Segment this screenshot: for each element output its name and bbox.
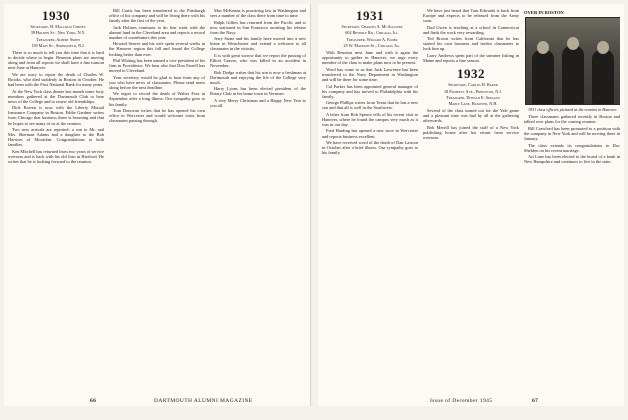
left-column-1 bbox=[8, 8, 104, 390]
person-figure bbox=[562, 46, 584, 104]
class-year-heading-2: 1932 bbox=[457, 66, 485, 82]
paragraph: Mac McKenna is practicing law in Washington and sees a number of the class there from time to time. bbox=[210, 8, 306, 19]
paragraph: We are sorry to report the death of Charles W. Brooks, who died suddenly in Boston in October. He had been with the First National Bank for many years. bbox=[8, 71, 104, 88]
person-figure bbox=[532, 50, 554, 104]
paragraph: Jerry Stone and his family have moved into a new home in Westchester and extend a welcome to all classmates in the vicinity. bbox=[210, 36, 306, 52]
paragraph: Phil Whiting has been named a vice president of his firm in Providence. We hear also that Don Farrell has moved to Cleveland. bbox=[109, 58, 205, 74]
left-page bbox=[4, 4, 311, 406]
paragraph: George Phillips writes from Texas that he has a new son and that all is well in the Southwest. bbox=[322, 100, 418, 111]
paragraph: Bill Curtis has been transferred to the Pittsburgh office of his company and will be living there with his family after the first of the year. bbox=[109, 8, 205, 24]
photo-headline: OVER IN BOSTON bbox=[524, 10, 564, 15]
left-column-3 bbox=[210, 8, 306, 390]
page-number: 67 bbox=[532, 398, 539, 404]
class-year-heading: 1931 bbox=[356, 8, 384, 23]
class-year-heading: 1930 bbox=[42, 8, 70, 23]
running-footer: Issue of December 1945 bbox=[430, 398, 493, 404]
paragraph: Howard Seaver and his wife spent several weeks in the Hanover region this fall and found the College looking better than ever. bbox=[109, 41, 205, 57]
secretary-line: Secretary, Carlos H. Baker bbox=[448, 82, 498, 88]
paragraph: With Reunion next June and with it again the opportunity to gather in Hanover, we urge every member of the class to make plans now to be present. bbox=[322, 50, 418, 66]
secretary-line: Secretary, H. Malcolm Cheney bbox=[30, 24, 86, 29]
treasurer-line: Treasurer, Albert Smith bbox=[36, 36, 80, 42]
person-head bbox=[537, 41, 549, 54]
paragraph: The class extends its congratulations to Doc Sheldon on his recent marriage. bbox=[524, 142, 620, 153]
paragraph: Ken Mitchell has returned from two years of service overseas and is back with his old firm in Hartford. He writes that he is looking forward to the reunion. bbox=[8, 148, 104, 164]
paragraph: Bob Dodge writes that his son is now a freshman at Dartmouth and enjoying the life of the College very much. bbox=[210, 69, 306, 85]
paragraph: Bill Crawford has been promoted to a position with the company in New York and will be moving there in January. bbox=[524, 125, 620, 142]
paragraph: At the New York class dinner last month some forty members gathered at the Dartmouth Club to hear news of the College and to renew old friendships. bbox=[8, 88, 104, 104]
secretary-address: 602 Beverly Rd., Chicago, Ill. bbox=[345, 30, 399, 36]
paragraph: Your secretary would be glad to hear from any of you who have news of classmates. Please send notes along before the next deadline. bbox=[109, 74, 205, 90]
paragraph: We have received word of the death of Dan Lawton in October after a brief illness. Our sympathy goes to his family. bbox=[322, 140, 418, 156]
paragraph: Art Lane has been elected to the board of a bank in New Hampshire and continues to live in the state. bbox=[524, 154, 620, 165]
class-photo bbox=[525, 17, 620, 105]
secretary-line: Secretary, Charles A. McAllister bbox=[341, 24, 403, 29]
paragraph: Jack Holmes continues to do fine work with the alumni fund in the Cleveland area and reports a record number of contributors this year. bbox=[109, 24, 205, 40]
right-page bbox=[318, 4, 624, 406]
paragraph: A letter from Bob Spence tells of his recent visit to Hanover, where he found the campus very much as it was in our day. bbox=[322, 111, 418, 127]
paragraph: Larry Andrews spent part of the summer fishing in Maine and reports a fine season. bbox=[423, 52, 519, 64]
right-column-2 bbox=[423, 8, 519, 390]
page-number: 66 bbox=[90, 398, 97, 404]
paragraph: Dud Owen is teaching at a school in Connecticut and finds the work very rewarding. bbox=[423, 24, 519, 35]
right-column-1 bbox=[322, 8, 418, 390]
paragraph: Word has come to us that Jack Lawrence has been transferred to the Navy Department in Washington and will be there for some time. bbox=[322, 66, 418, 83]
paragraph: Two new arrivals are reported: a son to Mr. and Mrs. Sherman Adams and a daughter to the Bob Harrises of Montclair. Congratulations to both families. bbox=[8, 127, 104, 148]
paragraph: Several of the class turned out for the Yale game and a pleasant time was had by all at the gathering afterwards. bbox=[423, 108, 519, 124]
paragraph: Ted Brown writes from California that he has started his own business and invites classmates to look him up. bbox=[423, 36, 519, 52]
person-figure bbox=[592, 50, 614, 104]
treasurer-address: 139 Main St., Springfield, N.J. bbox=[31, 43, 85, 49]
treasurer-address: Maple Lane, Hanover, N.H. bbox=[448, 101, 498, 107]
paragraph: A very Merry Christmas and a Happy New Year to you all. bbox=[210, 97, 306, 108]
paragraph: It is with great sorrow that we report the passing of Elliott Graves, who was killed in an accident in November. bbox=[210, 52, 306, 69]
paragraph: We have just heard that Tom Edwards is back from Europe and expects to be released from the Army soon. bbox=[423, 8, 519, 24]
paragraph: Dick Bowen is now with the Liberty Mutual Insurance Company in Boston. Eddie Gardner writes from Chicago that business there is booming and that he hopes to see many of us at the reunion. bbox=[8, 105, 104, 126]
paragraph: There is so much to tell you this time that it is hard to decide where to begin. Reunion plans are moving along and from all reports we shall have a fine turnout next June at Hanover. bbox=[8, 50, 104, 71]
paragraph: Tom Donovan writes that he has opened his own office in Worcester and would welcome visits from classmates passing through. bbox=[109, 108, 205, 124]
photo-caption: 1931 class officers pictured at the reunion in Hanover. bbox=[528, 107, 618, 113]
treasurer-line: Treasurer, Donald E. Sprague bbox=[446, 94, 500, 100]
paragraph: Three classmates gathered recently in Boston and talked over plans for the coming reunion. bbox=[524, 114, 620, 125]
treasurer-address: 25 W. Madison St., Chicago, Ill. bbox=[343, 43, 401, 49]
paragraph: Cal Parker has been appointed general manager of his company and has moved to Philadelphia with his family. bbox=[322, 83, 418, 99]
paragraph: We regret to record the death of Walter Foss in September after a long illness. Our sympathy goes to his family. bbox=[109, 91, 205, 107]
secretary-address: 18 Prospect Ave., Princeton, N.J. bbox=[444, 88, 502, 94]
person-head bbox=[597, 41, 609, 54]
left-column-2 bbox=[109, 8, 205, 390]
paragraph: Fred Harding has opened a new store in Worcester and reports business excellent. bbox=[322, 128, 418, 139]
paragraph: Harry Lyons has been elected president of the Rotary Club in his home town in Vermont. bbox=[210, 86, 306, 97]
person-head bbox=[567, 37, 579, 50]
paragraph: Ralph Gillies has returned from the Pacific and is now stationed in San Francisco awaiting his release from the Navy. bbox=[210, 19, 306, 35]
running-footer: DARTMOUTH ALUMNI MAGAZINE bbox=[154, 398, 253, 404]
paragraph: Bob Merrill has joined the staff of a New York publishing house after his return from service overseas. bbox=[423, 124, 519, 141]
right-column-3 bbox=[524, 8, 620, 390]
secretary-address: 39 Holden St., New York, N.Y. bbox=[30, 30, 86, 36]
treasurer-line: Treasurer, William A. Elder bbox=[346, 36, 398, 42]
